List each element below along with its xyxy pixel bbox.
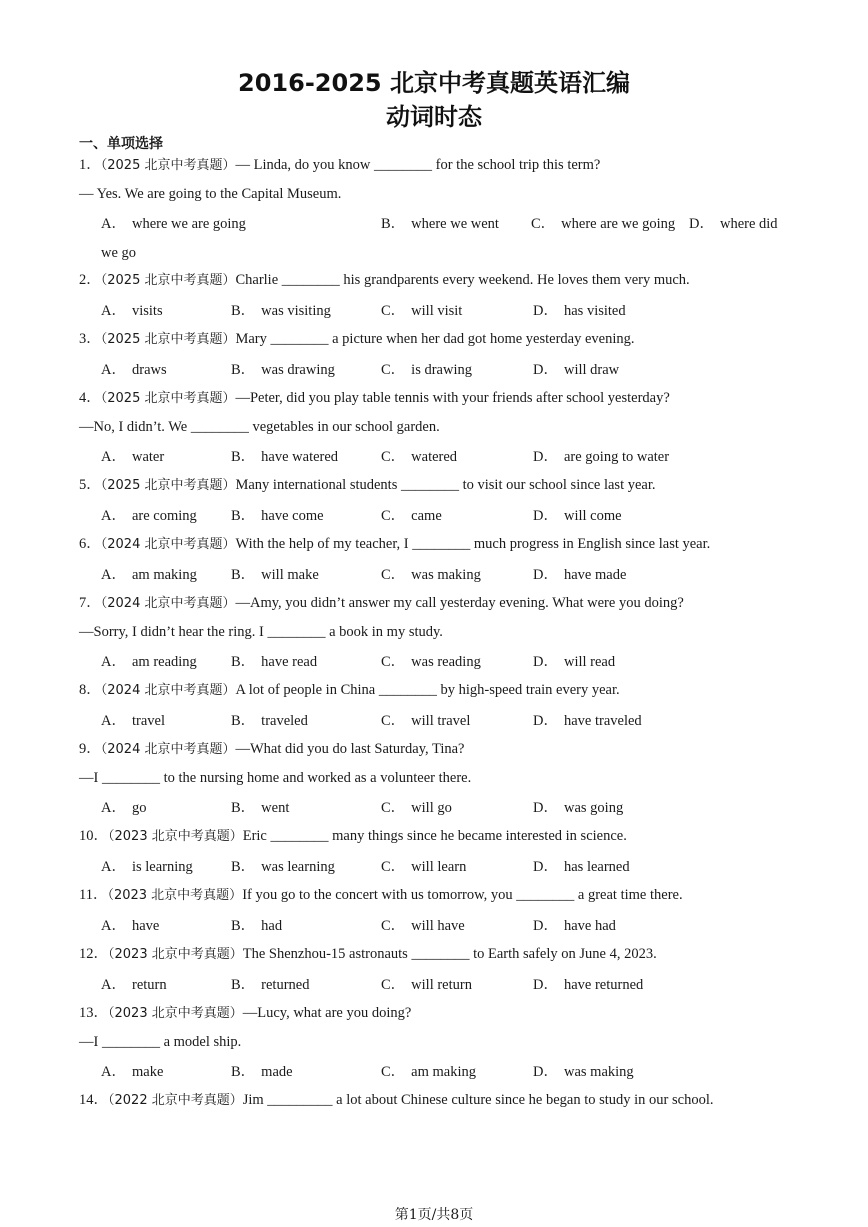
question-text: A lot of people in China ________ by high-speed train every year. (235, 682, 620, 698)
question-stem (79, 472, 799, 501)
option-label: C． (531, 216, 556, 232)
question-text: —What did you do last Saturday, Tina? (235, 741, 465, 757)
option-c (381, 501, 442, 531)
question-item (79, 677, 799, 736)
option-label: B． (231, 449, 256, 465)
option-text: will learn (411, 859, 467, 875)
option-a (101, 793, 146, 823)
option-label: C． (381, 918, 406, 934)
option-label: D． (533, 918, 558, 934)
option-text: will make (261, 567, 319, 583)
option-label: B． (231, 508, 256, 524)
option-label: C． (381, 567, 406, 583)
question-number: 5． (79, 477, 101, 493)
option-label: A． (101, 654, 126, 670)
option-label: B． (231, 362, 256, 378)
question-source: （2024 北京中考真题） (100, 596, 236, 611)
option-text: have watered (261, 449, 339, 465)
option-label: A． (101, 918, 126, 934)
option-label: C． (381, 977, 406, 993)
options-row (79, 970, 799, 1000)
options-row (79, 911, 799, 941)
question-text: Eric ________ many things since he became interested in science. (242, 828, 627, 844)
question-stem (79, 326, 799, 355)
option-label: A． (101, 508, 126, 524)
option-text: made (261, 1064, 293, 1080)
option-text: travel (131, 713, 165, 729)
options-row (79, 560, 799, 590)
option-text: have returned (563, 977, 644, 993)
question-source: （2023 北京中考真题） (108, 829, 243, 844)
option-label: D． (533, 303, 558, 319)
question-source: （2022 北京中考真题） (108, 1093, 243, 1108)
question-source: （2025 北京中考真题） (100, 273, 236, 288)
option-label: C． (381, 800, 406, 816)
question-number: 3． (79, 331, 101, 347)
option-label: B． (231, 977, 256, 993)
question-list (79, 152, 799, 1116)
option-label: C． (381, 362, 406, 378)
question-stem (79, 531, 799, 560)
option-text: have (131, 918, 160, 934)
question-stem (79, 590, 799, 619)
option-label: D． (533, 362, 558, 378)
option-text: has learned (563, 859, 630, 875)
option-a (101, 852, 193, 882)
option-text: went (261, 800, 290, 816)
page-footer: 第1页/共8页 (394, 1207, 474, 1223)
option-text: will return (411, 977, 472, 993)
question-source: （2025 北京中考真题） (100, 332, 236, 347)
option-a (101, 970, 167, 1000)
option-label: D． (533, 654, 558, 670)
question-source: （2025 北京中考真题） (100, 391, 236, 406)
option-d (533, 706, 642, 736)
question-stem (79, 882, 799, 911)
option-label: A． (101, 1064, 126, 1080)
question-item (79, 941, 799, 1000)
option-d (689, 209, 778, 239)
option-c (381, 911, 465, 941)
option-text: am reading (131, 654, 197, 670)
option-c (381, 970, 472, 1000)
option-text: is learning (131, 859, 193, 875)
option-text: am making (131, 567, 197, 583)
question-item (79, 472, 799, 531)
option-text: will draw (563, 362, 620, 378)
question-number: 13． (79, 1005, 108, 1021)
question-text: —Amy, you didn’t answer my call yesterday evening. What were you doing? (235, 595, 684, 611)
option-label: B． (231, 1064, 256, 1080)
options-row (79, 296, 799, 326)
question-stem (79, 1087, 799, 1116)
option-d (533, 647, 615, 677)
question-source: （2023 北京中考真题） (108, 1006, 243, 1021)
question-number: 9． (79, 741, 101, 757)
question-item (79, 385, 799, 472)
option-b (231, 1057, 293, 1087)
question-item (79, 531, 799, 590)
option-label: A． (101, 800, 126, 816)
question-reply: —I ________ a model ship. (79, 1034, 242, 1050)
option-label: B． (381, 216, 406, 232)
option-text: was going (563, 800, 624, 816)
option-d (533, 560, 626, 590)
option-text: draws (131, 362, 167, 378)
question-source: （2025 北京中考真题） (100, 478, 236, 493)
option-text: traveled (261, 713, 308, 729)
option-text: am making (411, 1064, 477, 1080)
option-label: A． (101, 449, 126, 465)
option-text: have come (261, 508, 324, 524)
option-text: was making (411, 567, 481, 583)
option-d (533, 793, 623, 823)
question-text: With the help of my teacher, I ________ much progress in English since last year. (235, 536, 711, 552)
option-c (381, 560, 481, 590)
question-number: 14． (79, 1092, 108, 1108)
question-source: （2024 北京中考真题） (100, 537, 236, 552)
option-label: D． (689, 216, 714, 232)
question-reply: —No, I didn’t. We ________ vegetables in our school garden. (79, 419, 440, 435)
question-stem (79, 152, 799, 181)
question-stem (79, 823, 799, 852)
option-label: D． (533, 508, 558, 524)
option-label: D． (533, 1064, 558, 1080)
option-text: go (131, 800, 147, 816)
question-text: The Shenzhou-15 astronauts ________ to Earth safely on June 4, 2023. (242, 946, 657, 962)
question-item (79, 1087, 799, 1116)
option-b (231, 970, 309, 1000)
question-item (79, 152, 799, 267)
question-stem (79, 267, 799, 296)
option-a (101, 296, 163, 326)
option-b (231, 706, 308, 736)
option-text: where did (719, 216, 778, 232)
options-row (79, 793, 799, 823)
question-source: （2024 北京中考真题） (100, 683, 236, 698)
question-source: （2025 北京中考真题） (100, 158, 236, 173)
option-d (533, 852, 630, 882)
option-text: will have (411, 918, 465, 934)
option-a (101, 209, 246, 239)
option-label: C． (381, 1064, 406, 1080)
option-text: make (131, 1064, 164, 1080)
option-label: D． (533, 859, 558, 875)
option-c (381, 355, 472, 385)
option-text: was drawing (261, 362, 335, 378)
option-text: where we are going (131, 216, 246, 232)
option-text: are going to water (563, 449, 670, 465)
options-row (79, 852, 799, 882)
option-b (231, 911, 282, 941)
option-label: B． (231, 800, 256, 816)
option-label: C． (381, 859, 406, 875)
option-a (101, 1057, 163, 1087)
option-a (101, 560, 197, 590)
option-text: have read (261, 654, 318, 670)
option-c (381, 442, 457, 472)
options-row (79, 647, 799, 677)
option-label: B． (231, 859, 256, 875)
option-c (381, 793, 452, 823)
question-reply: — Yes. We are going to the Capital Museum. (79, 186, 342, 202)
option-label: C． (381, 713, 406, 729)
question-number: 2． (79, 272, 101, 288)
option-label: D． (533, 449, 558, 465)
option-b (231, 442, 338, 472)
question-text: Jim _________ a lot about Chinese culture since he began to study in our school. (242, 1092, 714, 1108)
option-text: return (131, 977, 167, 993)
option-text: are coming (131, 508, 197, 524)
option-label: A． (101, 216, 126, 232)
option-text: water (131, 449, 165, 465)
question-item (79, 590, 799, 677)
option-d (533, 355, 619, 385)
question-item (79, 823, 799, 882)
options-row (79, 706, 799, 736)
option-c (531, 209, 675, 239)
option-a (101, 355, 167, 385)
option-label: B． (231, 713, 256, 729)
option-a (101, 501, 197, 531)
option-a (101, 442, 164, 472)
option-text: have traveled (563, 713, 642, 729)
question-text: Many international students ________ to visit our school since last year. (235, 477, 656, 493)
option-text: is drawing (411, 362, 472, 378)
option-label: A． (101, 362, 126, 378)
option-text: will go (411, 800, 452, 816)
option-label: A． (101, 859, 126, 875)
option-text: visits (131, 303, 163, 319)
option-text: will read (563, 654, 616, 670)
option-text: has visited (563, 303, 626, 319)
question-item (79, 267, 799, 326)
question-number: 12． (79, 946, 108, 962)
question-stem (79, 736, 799, 765)
option-label: D． (533, 977, 558, 993)
option-text: was visiting (261, 303, 331, 319)
option-text: have had (563, 918, 616, 934)
options-row (79, 209, 799, 239)
question-number: 11． (79, 887, 108, 903)
option-text: have made (563, 567, 627, 583)
option-label: B． (231, 303, 256, 319)
document-subtitle: 动词时态 (386, 103, 482, 131)
option-label: D． (533, 713, 558, 729)
option-label: C． (381, 303, 406, 319)
option-label: B． (231, 654, 256, 670)
question-number: 4． (79, 390, 101, 406)
document-title: 2016-2025 北京中考真题英语汇编 (238, 69, 630, 97)
question-source: （2024 北京中考真题） (100, 742, 236, 757)
question-number: 8． (79, 682, 101, 698)
question-reply: —I ________ to the nursing home and worked as a volunteer there. (79, 770, 472, 786)
option-b (231, 355, 335, 385)
question-number: 6． (79, 536, 101, 552)
option-text: was learning (261, 859, 335, 875)
question-item (79, 736, 799, 823)
question-item (79, 882, 799, 941)
options-row (79, 355, 799, 385)
option-b (231, 852, 335, 882)
options-row (79, 442, 799, 472)
option-d (533, 296, 626, 326)
option-text: will visit (411, 303, 463, 319)
option-d (533, 442, 669, 472)
question-item (79, 326, 799, 385)
option-label: A． (101, 303, 126, 319)
option-b (381, 209, 499, 239)
option-d (533, 501, 622, 531)
question-item (79, 1000, 799, 1087)
options-row (79, 501, 799, 531)
option-c (381, 1057, 476, 1087)
option-c (381, 296, 462, 326)
section-heading: 一、单项选择 (79, 136, 163, 152)
option-b (231, 793, 289, 823)
option-label: A． (101, 567, 126, 583)
option-label: A． (101, 977, 126, 993)
option-label: B． (231, 567, 256, 583)
option-d (533, 1057, 634, 1087)
option-a (101, 911, 159, 941)
question-stem (79, 1000, 799, 1029)
option-text: where we went (411, 216, 499, 232)
question-stem (79, 677, 799, 706)
question-text: —Peter, did you play table tennis with your friends after school yesterday? (235, 390, 670, 406)
option-text: had (261, 918, 283, 934)
option-label: D． (533, 567, 558, 583)
option-d (533, 970, 643, 1000)
question-number: 10． (79, 828, 108, 844)
option-text: came (411, 508, 442, 524)
option-continuation: we go (101, 245, 137, 261)
option-b (231, 296, 331, 326)
question-text: Charlie ________ his grandparents every weekend. He loves them very much. (235, 272, 690, 288)
question-source: （2023 北京中考真题） (108, 947, 243, 962)
question-number: 1． (79, 157, 101, 173)
option-label: A． (101, 713, 126, 729)
option-label: D． (533, 800, 558, 816)
question-reply: —Sorry, I didn’t hear the ring. I ________ a book in my study. (79, 624, 443, 640)
option-label: B． (231, 918, 256, 934)
question-stem (79, 385, 799, 414)
option-a (101, 706, 165, 736)
question-text: If you go to the concert with us tomorrow, you ________ a great time there. (242, 887, 683, 903)
option-label: C． (381, 508, 406, 524)
option-b (231, 560, 319, 590)
option-c (381, 647, 481, 677)
question-text: —Lucy, what are you doing? (242, 1005, 412, 1021)
option-label: C． (381, 449, 406, 465)
option-b (231, 647, 317, 677)
question-text: — Linda, do you know ________ for the school trip this term? (235, 157, 601, 173)
option-b (231, 501, 324, 531)
question-text: Mary ________ a picture when her dad got home yesterday evening. (235, 331, 635, 347)
option-text: was reading (411, 654, 481, 670)
option-c (381, 706, 470, 736)
option-text: where are we going (561, 216, 676, 232)
option-text: will travel (411, 713, 471, 729)
question-number: 7． (79, 595, 101, 611)
option-c (381, 852, 466, 882)
option-d (533, 911, 616, 941)
option-text: watered (411, 449, 458, 465)
option-label: C． (381, 654, 406, 670)
option-text: will come (563, 508, 622, 524)
option-a (101, 647, 197, 677)
question-source: （2023 北京中考真题） (107, 888, 243, 903)
option-text: was making (563, 1064, 634, 1080)
options-row (79, 1057, 799, 1087)
question-stem (79, 941, 799, 970)
option-text: returned (261, 977, 310, 993)
